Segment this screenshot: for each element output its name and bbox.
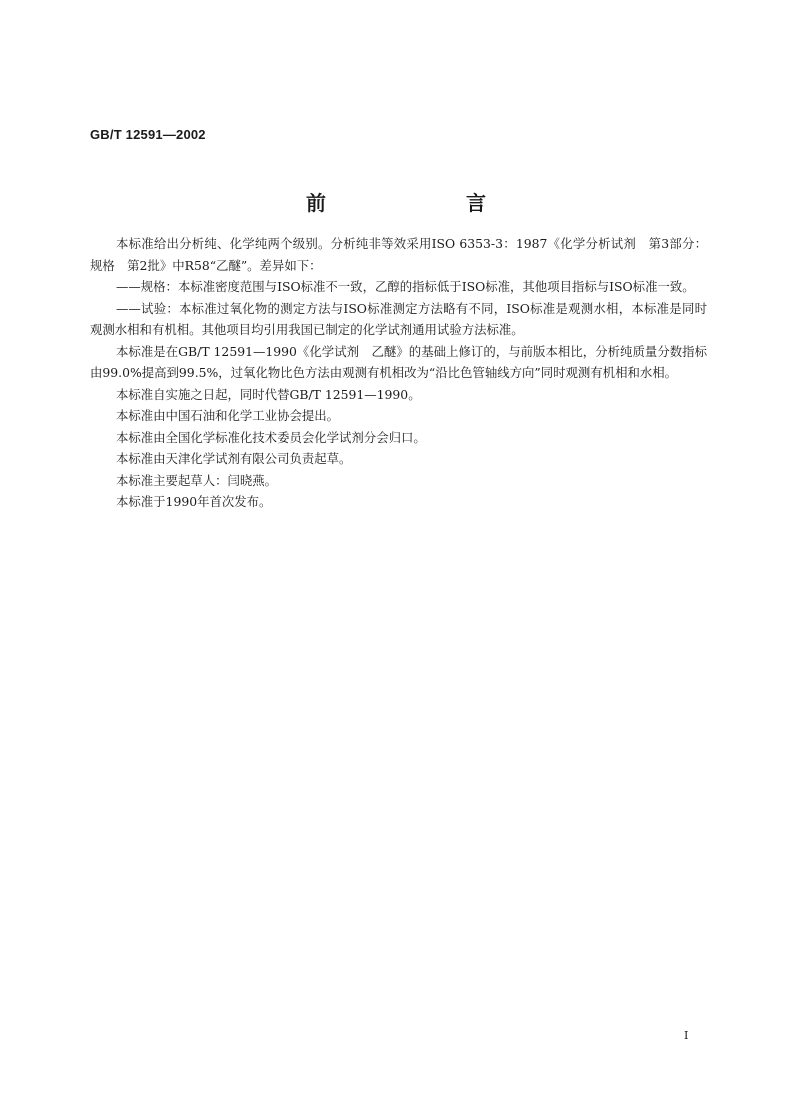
paragraph-levels: 本标准给出分析纯、化学纯两个级别。分析纯非等效采用ISO 6353-3：1987《化学分析试剂 第3部分：规格 第2批》中R58“乙醚”。差异如下： <box>90 236 707 273</box>
page-title: 前 言 <box>306 191 546 215</box>
paragraph-first-published: 本标准于1990年首次发布。 <box>116 494 272 509</box>
paragraph-drafters: 本标准主要起草人：闫晓燕。 <box>116 472 278 488</box>
paragraph-replaces: 本标准自实施之日起，同时代替GB/T 12591—1990。 <box>116 386 421 402</box>
paragraph-test-difference: ——试验：本标准过氧化物的测定方法与ISO标准测定方法略有不同，ISO标准是观测水相，本标准是同时观测水相和有机相。其他项目均引用我国已制定的化学试剂通用试验方法标准。 <box>90 300 707 337</box>
page-number: I <box>684 1029 689 1042</box>
paragraph-proposed-by: 本标准由中国石油和化学工业协会提出。 <box>116 408 340 423</box>
paragraph-revision: 本标准是在GB/T 12591—1990《化学试剂 乙醚》的基础上修订的，与前版本相比，分析纯质量分数指标由99.0%提高到99.5%，过氧化物比色方法由观测有机相改为“沿比色管轴线方向”同时观测有机相和水相。 <box>90 343 707 380</box>
standard-code: GB/T 12591—2002 <box>90 127 206 142</box>
foreword-body <box>90 233 707 513</box>
paragraph-centralized-by: 本标准由全国化学标准化技术委员会化学试剂分会归口。 <box>116 429 426 445</box>
paragraph-drafted-by: 本标准由天津化学试剂有限公司负责起草。 <box>116 451 352 466</box>
paragraph-spec-difference: ——规格：本标准密度范围与ISO标准不一致，乙醇的指标低于ISO标准，其他项目指标与ISO标准一致。 <box>116 279 695 294</box>
